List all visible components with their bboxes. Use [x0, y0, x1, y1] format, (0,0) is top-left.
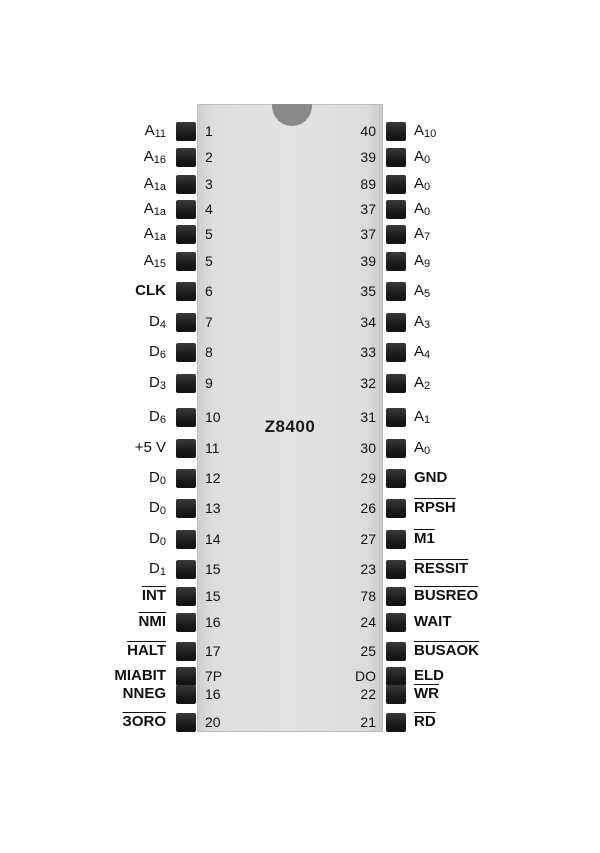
pin-number: DO — [355, 668, 376, 684]
left-pin-18 — [176, 613, 196, 632]
pin-number: 34 — [360, 314, 376, 330]
right-pin-4 — [386, 200, 406, 219]
right-pin-15 — [386, 530, 406, 549]
pin-number: 30 — [360, 440, 376, 456]
pin-number: 40 — [360, 123, 376, 139]
pin-signal-label: A5 — [414, 282, 431, 300]
chip-label: Z8400 — [264, 417, 316, 436]
right-pin-3 — [386, 175, 406, 194]
pin-number: 5 — [205, 253, 213, 269]
pin-signal-label: A7 — [414, 225, 431, 243]
pin-signal-label: $\overline{WR}$ — [414, 685, 439, 702]
left-pin-22 — [176, 713, 196, 732]
right-pin-14 — [386, 499, 406, 518]
left-pin-1 — [176, 122, 196, 141]
right-pin-8 — [386, 313, 406, 332]
pin-signal-label: M1 — [414, 530, 435, 547]
pin-signal-label: A4 — [414, 343, 431, 361]
pin-signal-label: CLK — [135, 282, 166, 299]
pin-number: 32 — [360, 375, 376, 391]
left-pin-17 — [176, 587, 196, 606]
right-pin-6 — [386, 252, 406, 271]
pin-number: 89 — [360, 176, 376, 192]
right-pin-12 — [386, 439, 406, 458]
right-pin-7 — [386, 282, 406, 301]
left-pin-11 — [176, 408, 196, 427]
pin-signal-label: D6 — [149, 343, 166, 361]
right-pin-17 — [386, 587, 406, 606]
pin-signal-label: A1 — [414, 408, 431, 426]
pin-number: 22 — [360, 686, 376, 702]
left-pin-20 — [176, 667, 196, 686]
pin-signal-label: A15 — [143, 252, 166, 270]
left-pin-21 — [176, 685, 196, 704]
right-pin-19 — [386, 642, 406, 661]
pin-number: 23 — [360, 561, 376, 577]
pin-number: 14 — [205, 531, 221, 547]
pin-signal-label: $\overline{INT}$ — [141, 587, 166, 604]
left-pin-8 — [176, 313, 196, 332]
left-pin-3 — [176, 175, 196, 194]
right-pin-21 — [386, 685, 406, 704]
right-pin-11 — [386, 408, 406, 427]
pin-number: 20 — [205, 714, 221, 730]
right-pin-22 — [386, 713, 406, 732]
right-pin-1 — [386, 122, 406, 141]
pin-number: 15 — [205, 561, 221, 577]
right-pin-20 — [386, 667, 406, 686]
left-pin-19 — [176, 642, 196, 661]
pin-signal-label: A0 — [414, 200, 431, 218]
pin-signal-label: A2 — [414, 374, 431, 392]
pin-signal-label: NNEG — [122, 685, 166, 702]
pin-number: 21 — [360, 714, 376, 730]
pin-signal-label: A0 — [414, 175, 431, 193]
pin-number: 24 — [360, 614, 376, 630]
pin-signal-label: $\overline{RD}$ — [414, 713, 436, 730]
left-pin-4 — [176, 200, 196, 219]
pin-number: 35 — [360, 283, 376, 299]
pin-number: 37 — [360, 226, 376, 242]
pin-signal-label: D3 — [149, 374, 166, 392]
right-pin-9 — [386, 343, 406, 362]
left-pin-10 — [176, 374, 196, 393]
left-pin-13 — [176, 469, 196, 488]
pin-number: 11 — [205, 440, 220, 456]
pin-number: 1 — [205, 123, 213, 139]
left-pin-5 — [176, 225, 196, 244]
pin-signal-label: RESSIT — [414, 560, 469, 577]
pin-number: 33 — [360, 344, 376, 360]
pin-signal-label: BUSREO — [414, 587, 479, 604]
left-pin-9 — [176, 343, 196, 362]
left-pin-15 — [176, 530, 196, 549]
right-pin-5 — [386, 225, 406, 244]
left-pin-6 — [176, 252, 196, 271]
pin-number: 78 — [360, 588, 376, 604]
pin-signal-label: A1a — [143, 175, 166, 193]
pin-signal-label: A9 — [414, 252, 431, 270]
pin-number: 29 — [360, 470, 376, 486]
pin-signal-label: A10 — [414, 122, 437, 140]
left-pin-7 — [176, 282, 196, 301]
pin-signal-label: BUSAOK — [414, 642, 480, 659]
pin-signal-label: D1 — [149, 560, 166, 578]
left-pin-16 — [176, 560, 196, 579]
left-pin-2 — [176, 148, 196, 167]
pin-number: 4 — [205, 201, 213, 217]
chip-notch — [272, 104, 312, 126]
pin-signal-label: HALT — [127, 642, 166, 659]
right-pin-18 — [386, 613, 406, 632]
pin-number: 16 — [205, 614, 221, 630]
pin-number: 39 — [360, 149, 376, 165]
pin-number: 27 — [360, 531, 376, 547]
pin-signal-label: ЗORO — [122, 713, 166, 730]
pin-signal-label: D0 — [149, 469, 166, 487]
pin-signal-label: A1a — [143, 225, 166, 243]
right-pin-2 — [386, 148, 406, 167]
pin-signal-label: ELD — [414, 667, 444, 684]
pin-number: 3 — [205, 176, 213, 192]
left-pin-14 — [176, 499, 196, 518]
pin-signal-label: A0 — [414, 148, 431, 166]
pin-number: 6 — [205, 283, 213, 299]
pin-signal-label: +5 V — [134, 439, 166, 456]
pin-number: 5 — [205, 226, 213, 242]
pin-number: 13 — [205, 500, 221, 516]
pin-signal-label: A11 — [144, 122, 166, 140]
pin-signal-label: D0 — [149, 530, 166, 548]
pin-number: 7 — [205, 314, 213, 330]
pin-signal-label: WAIT — [414, 613, 452, 630]
pin-number: 39 — [360, 253, 376, 269]
pin-number: 2 — [205, 149, 213, 165]
right-pin-13 — [386, 469, 406, 488]
pin-number: 37 — [360, 201, 376, 217]
pin-number: 25 — [360, 643, 376, 659]
pin-signal-label: A1a — [143, 200, 166, 218]
pin-number: 9 — [205, 375, 213, 391]
left-pin-12 — [176, 439, 196, 458]
pin-signal-label: RPSH — [414, 499, 456, 516]
right-pin-16 — [386, 560, 406, 579]
pin-number: 7P — [205, 668, 223, 684]
pin-number: 10 — [205, 409, 221, 425]
pin-signal-label: D4 — [149, 313, 166, 331]
pin-number: 17 — [205, 643, 221, 659]
pin-signal-label: A0 — [414, 439, 431, 457]
pin-signal-label: A16 — [143, 148, 166, 166]
pin-signal-label: A3 — [414, 313, 431, 331]
pin-signal-label: D6 — [149, 408, 166, 426]
pin-signal-label: GND — [414, 469, 448, 486]
pin-number: 12 — [205, 470, 221, 486]
pin-number: 26 — [360, 500, 376, 516]
pin-number: 16 — [205, 686, 221, 702]
pin-number: 8 — [205, 344, 213, 360]
right-pin-10 — [386, 374, 406, 393]
pin-signal-label: $\overline{NMI}$ — [138, 613, 166, 630]
pin-signal-label: MIABIT — [114, 667, 166, 684]
pin-number: 15 — [205, 588, 221, 604]
pin-number: 31 — [360, 409, 376, 425]
pin-signal-label: D0 — [149, 499, 166, 517]
